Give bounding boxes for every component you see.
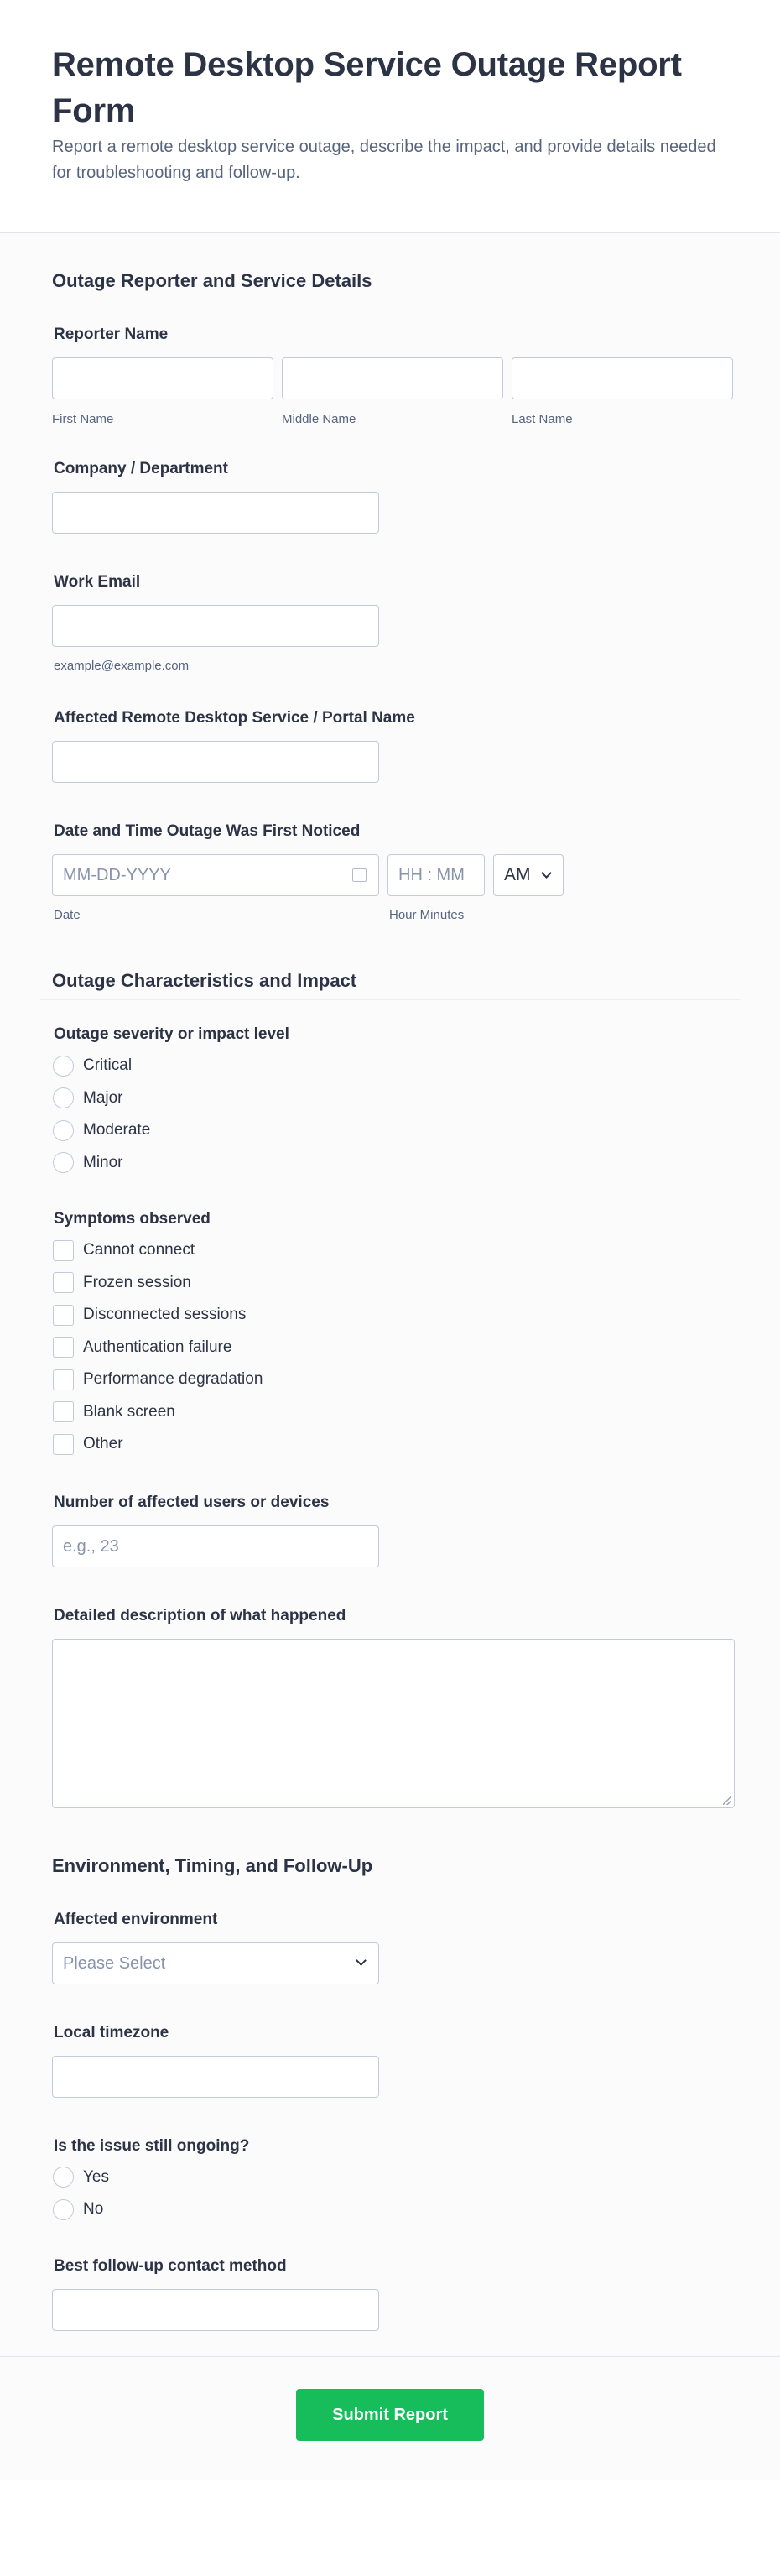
field-environment (0, 1910, 780, 1984)
middle-name-input[interactable] (282, 357, 503, 399)
section-title-impact: Outage Characteristics and Impact (40, 961, 740, 1000)
severity-option-major[interactable]: Major (53, 1082, 726, 1115)
date-input[interactable] (52, 854, 379, 896)
environment-placeholder: Please Select (63, 1953, 166, 1973)
submit-button[interactable]: Submit Report (296, 2389, 484, 2441)
field-reporter-name (0, 325, 780, 427)
calendar-icon[interactable] (352, 868, 367, 882)
checkbox[interactable] (53, 1240, 74, 1261)
affected-count-placeholder: e.g., 23 (63, 1536, 119, 1556)
checkbox[interactable] (53, 1272, 74, 1293)
label-severity: Outage severity or impact level (54, 1025, 289, 1043)
resize-grip-icon[interactable] (723, 1796, 731, 1805)
section-title-environment: Environment, Timing, and Follow-Up (40, 1846, 740, 1885)
symptom-other[interactable]: Other (53, 1428, 726, 1461)
field-contact (0, 2256, 780, 2355)
checkbox[interactable] (53, 1337, 74, 1358)
chevron-down-icon (356, 1955, 367, 1966)
timezone-input[interactable] (52, 2056, 379, 2098)
label-timezone: Local timezone (54, 2023, 169, 2042)
service-input[interactable] (52, 741, 379, 783)
form-title: Remote Desktop Service Outage Report Form (52, 46, 682, 129)
field-timezone (0, 2023, 780, 2098)
first-name-sublabel: First Name (52, 412, 114, 426)
symptom-performance-degradation[interactable]: Performance degradation (53, 1364, 726, 1396)
section-title-reporter: Outage Reporter and Service Details (40, 261, 740, 300)
field-datetime (0, 821, 780, 923)
date-placeholder: MM-DD-YYYY (63, 866, 171, 884)
last-name-input[interactable] (512, 357, 733, 399)
ampm-value: AM (504, 865, 531, 884)
affected-count-input[interactable] (52, 1525, 379, 1567)
time-placeholder: HH : MM (398, 866, 465, 884)
field-service (0, 708, 780, 783)
contact-input[interactable] (52, 2289, 379, 2331)
symptom-blank-screen[interactable]: Blank screen (53, 1396, 726, 1429)
label-ongoing: Is the issue still ongoing? (54, 2136, 250, 2155)
symptom-frozen-session[interactable]: Frozen session (53, 1267, 726, 1300)
label-environment: Affected environment (54, 1910, 218, 1928)
radio-circle[interactable] (53, 2167, 74, 2188)
checkbox[interactable] (53, 1305, 74, 1326)
last-name-sublabel: Last Name (512, 412, 573, 426)
label-affected-count: Number of affected users or devices (54, 1493, 330, 1511)
field-ongoing (0, 2136, 780, 2226)
ongoing-option-no[interactable]: No (53, 2193, 726, 2226)
company-input[interactable] (52, 492, 379, 534)
radio-circle[interactable] (53, 1056, 74, 1077)
severity-options (53, 1050, 726, 1179)
middle-name-sublabel: Middle Name (282, 412, 356, 426)
ongoing-option-yes[interactable]: Yes (53, 2161, 726, 2194)
ampm-select[interactable] (493, 854, 564, 896)
checkbox[interactable] (53, 1401, 74, 1422)
symptom-cannot-connect[interactable]: Cannot connect (53, 1234, 726, 1267)
checkbox[interactable] (53, 1369, 74, 1390)
section-impact (0, 923, 780, 1808)
first-name-input[interactable] (52, 357, 273, 399)
field-company (0, 459, 780, 534)
symptom-disconnected-sessions[interactable]: Disconnected sessions (53, 1299, 726, 1332)
label-company: Company / Department (54, 460, 228, 477)
label-service: Affected Remote Desktop Service / Portal Name (54, 709, 415, 727)
form-footer (0, 2356, 780, 2480)
label-contact: Best follow-up contact method (54, 2256, 287, 2275)
description-textarea[interactable] (52, 1639, 735, 1808)
radio-circle[interactable] (53, 1120, 74, 1141)
section-reporter (0, 233, 780, 923)
field-severity (0, 1025, 780, 1179)
radio-circle[interactable] (53, 1152, 74, 1173)
datetime-row (52, 854, 726, 923)
radio-circle[interactable] (53, 2199, 74, 2220)
field-symptoms (0, 1209, 780, 1461)
checkbox[interactable] (53, 1434, 74, 1455)
chevron-down-icon (541, 868, 552, 879)
radio-circle[interactable] (53, 1087, 74, 1108)
field-email (0, 572, 780, 674)
name-row (54, 357, 726, 427)
field-affected-count (0, 1493, 780, 1567)
severity-option-critical[interactable]: Critical (53, 1050, 726, 1082)
time-input[interactable] (387, 854, 485, 896)
environment-select[interactable] (52, 1942, 379, 1984)
label-description: Detailed description of what happened (54, 1606, 346, 1624)
label-email: Work Email (54, 573, 141, 591)
label-reporter-name: Reporter Name (54, 326, 169, 343)
severity-option-moderate[interactable]: Moderate (53, 1114, 726, 1147)
symptoms-options (53, 1234, 726, 1461)
email-sublabel: example@example.com (54, 659, 190, 673)
form-body (0, 233, 780, 2356)
date-sublabel: Date (54, 908, 81, 922)
time-sublabel: Hour Minutes (389, 908, 465, 922)
label-symptoms: Symptoms observed (54, 1210, 211, 1228)
severity-option-minor[interactable]: Minor (53, 1147, 726, 1180)
section-environment (0, 1808, 780, 2355)
ongoing-options (53, 2161, 726, 2226)
form-description: Report a remote desktop service outage, describe the impact, and provide details needed for troubleshooting and follow-up. (52, 138, 716, 182)
symptom-authentication-failure[interactable]: Authentication failure (53, 1332, 726, 1364)
field-description (0, 1606, 780, 1808)
form-header (0, 0, 780, 233)
label-datetime: Date and Time Outage Was First Noticed (54, 822, 361, 840)
email-input[interactable] (52, 605, 379, 647)
